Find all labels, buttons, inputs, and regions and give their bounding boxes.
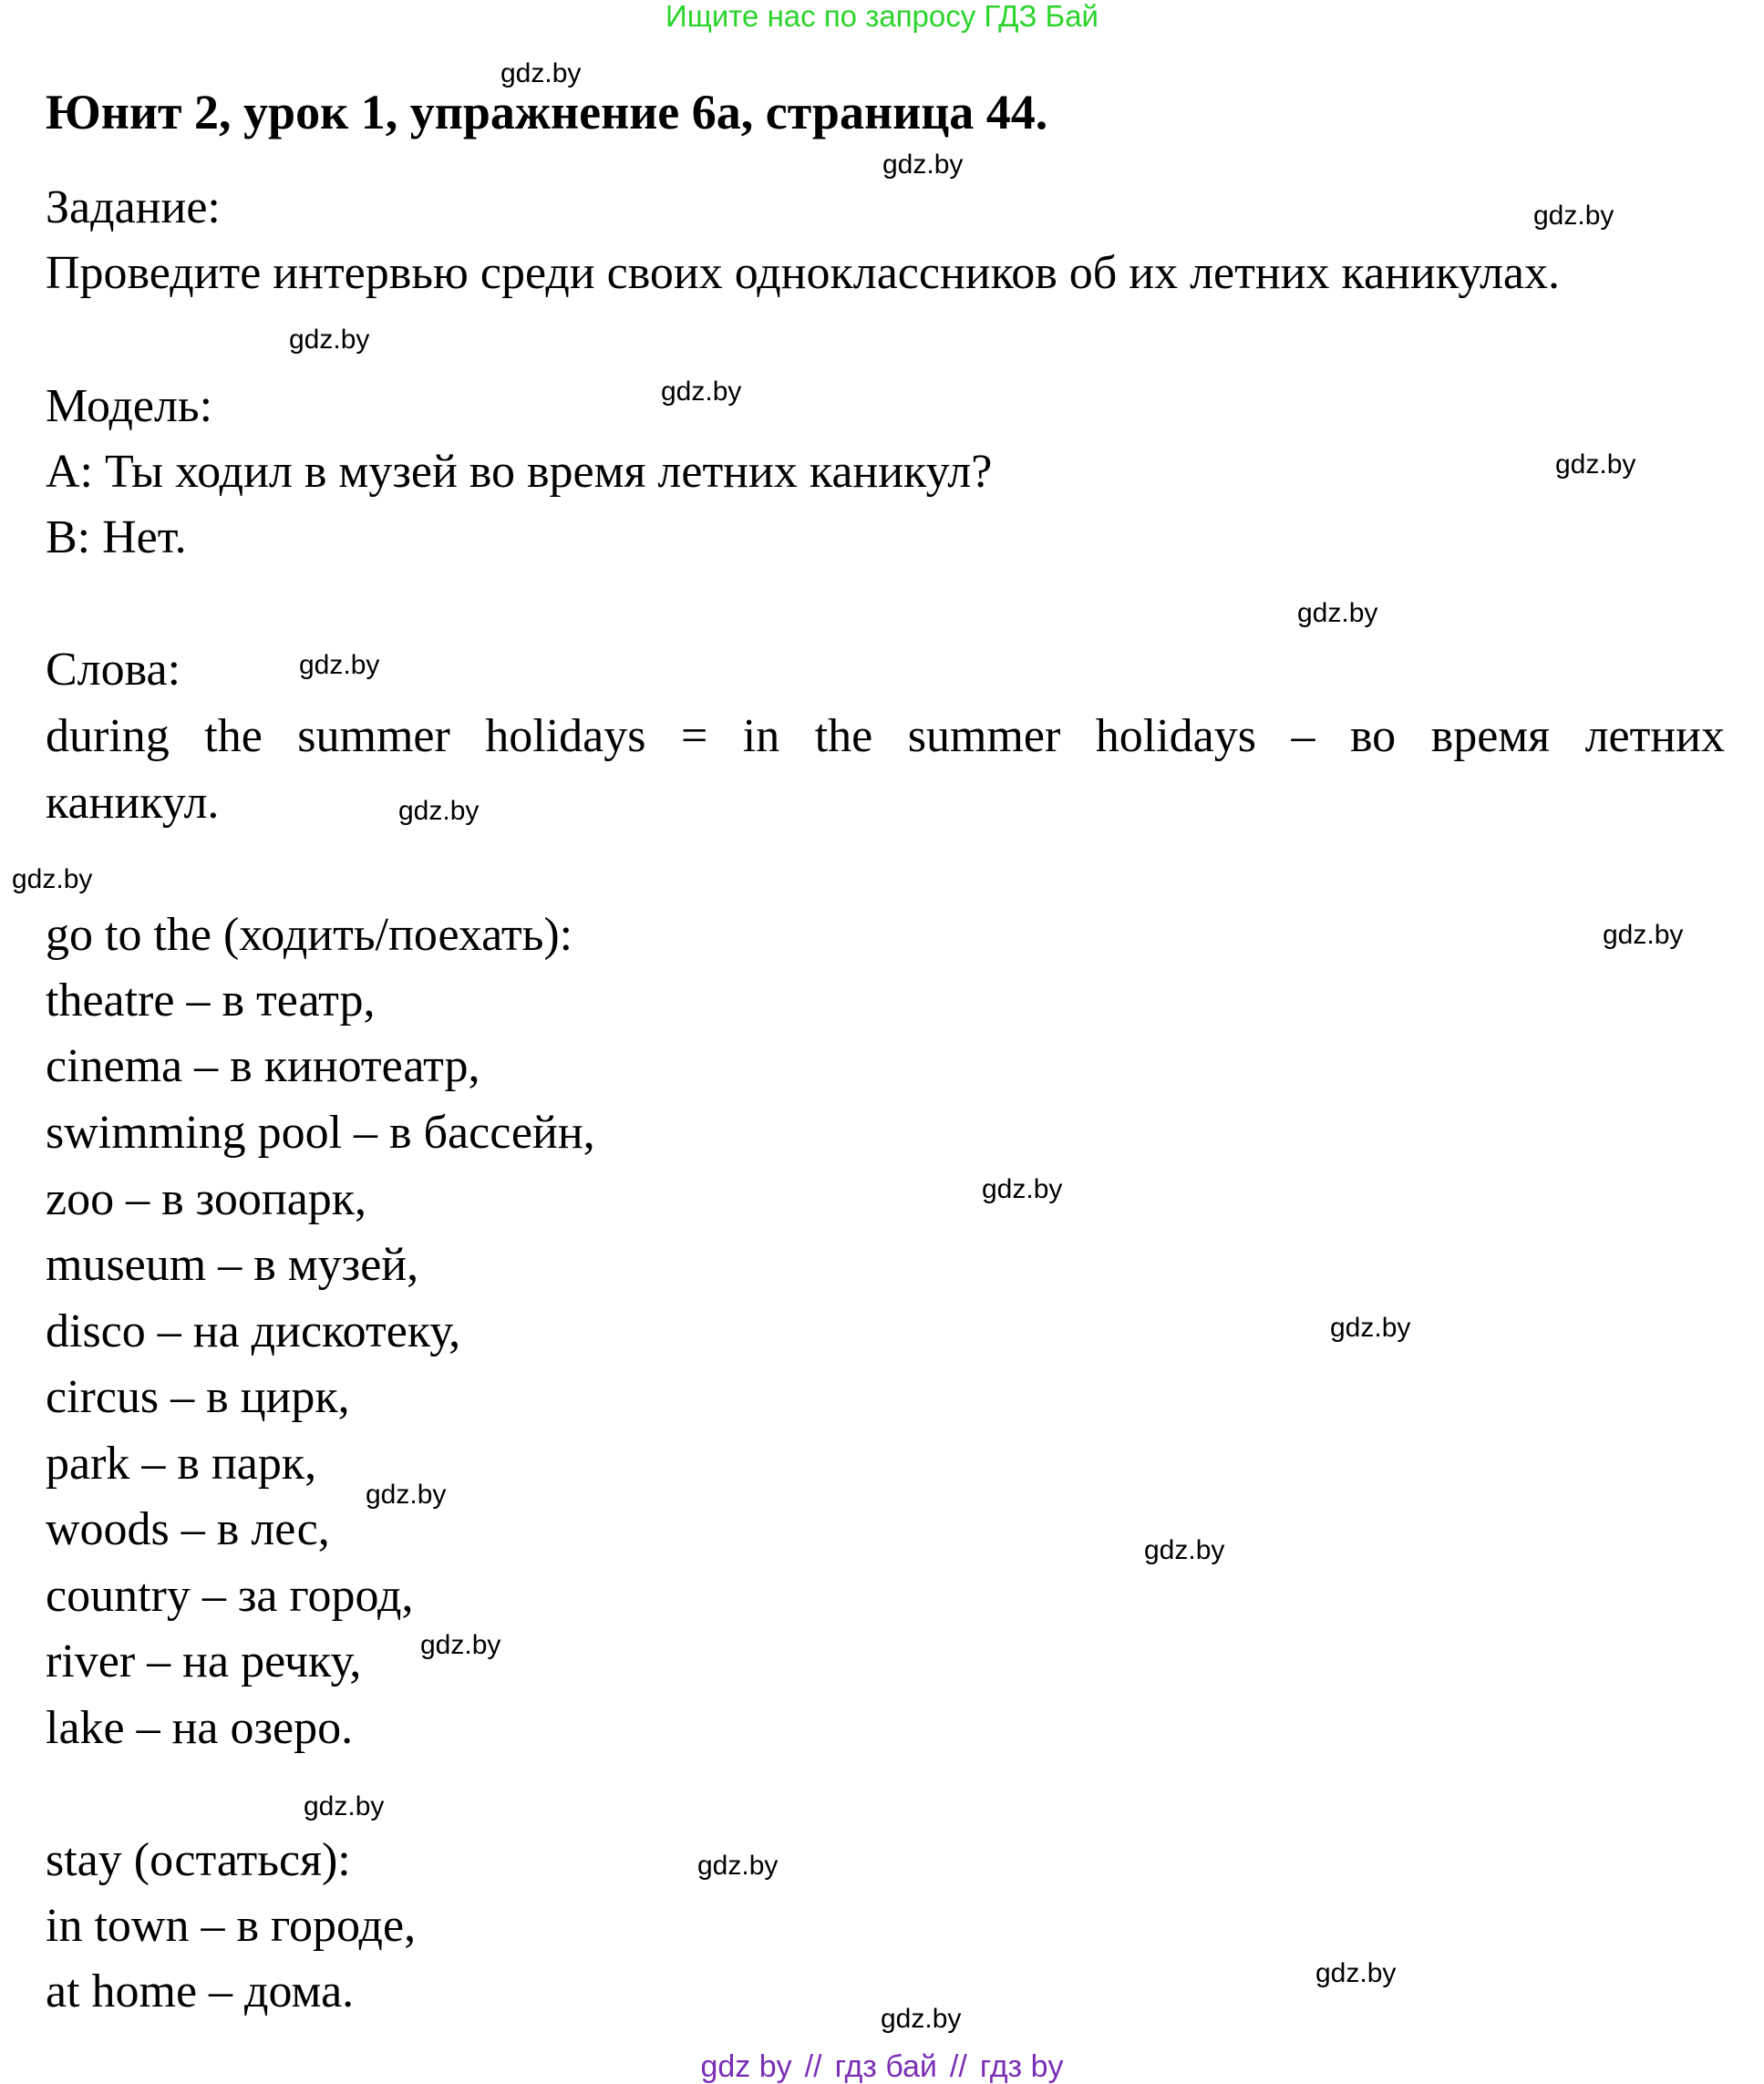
top-banner: Ищите нас по запросу ГДЗ Бай	[665, 0, 1099, 33]
watermark: gdz.by	[1533, 201, 1614, 231]
list-item: museum – в музей,	[46, 1239, 419, 1291]
page-title: Юнит 2, урок 1, упражнение 6а, страница 44.	[46, 85, 1048, 139]
watermark: gdz.by	[882, 150, 964, 180]
link-gdz-by-2[interactable]: гдз by	[979, 2049, 1064, 2084]
list-item: zoo – в зоопарк,	[46, 1173, 367, 1225]
words-line-2: каникул.	[46, 777, 220, 829]
model-line-b: B: Нет.	[46, 511, 187, 563]
model-line-a: A: Ты ходил в музей во время летних каникул?	[46, 446, 993, 498]
list-item: at home – дома.	[46, 1965, 355, 2017]
watermark: gdz.by	[12, 864, 93, 894]
model-label: Модель:	[46, 380, 213, 432]
task-text: Проведите интервью среди своих одноклассников об их летних каникулах.	[46, 247, 1560, 299]
watermark: gdz.by	[366, 1480, 447, 1510]
stay-header: stay (остаться):	[46, 1834, 351, 1886]
watermark: gdz.by	[1297, 598, 1378, 628]
list-item: theatre – в театр,	[46, 975, 376, 1027]
list-item: lake – на озеро.	[46, 1702, 354, 1754]
watermark: gdz.by	[299, 650, 380, 680]
watermark: gdz.by	[661, 377, 742, 407]
list-item: country – за город,	[46, 1570, 414, 1622]
list-item: disco – на дискотеку,	[46, 1305, 461, 1357]
watermark: gdz.by	[398, 796, 480, 826]
link-separator: //	[949, 2049, 967, 2084]
watermark: gdz.by	[420, 1630, 501, 1660]
go-to-header: go to the (ходить/поехать):	[46, 909, 573, 961]
bottom-links	[0, 2049, 1764, 2084]
words-label: Слова:	[46, 644, 181, 696]
watermark: gdz.by	[1315, 1958, 1397, 1988]
list-item: in town – в городе,	[46, 1900, 417, 1952]
watermark: gdz.by	[1555, 449, 1636, 480]
words-line-1: during the summer holidays = in the summer holidays – во время летних	[46, 710, 1725, 762]
list-item: river – на речку,	[46, 1635, 362, 1687]
watermark: gdz.by	[881, 2004, 962, 2034]
list-item: circus – в цирк,	[46, 1371, 350, 1423]
list-item: woods – в лес,	[46, 1503, 330, 1555]
list-item: swimming pool – в бассейн,	[46, 1107, 595, 1159]
watermark: gdz.by	[500, 58, 582, 88]
link-separator: //	[804, 2049, 822, 2084]
task-label: Задание:	[46, 181, 221, 233]
watermark: gdz.by	[1330, 1313, 1411, 1343]
list-item: cinema – в кинотеатр,	[46, 1040, 480, 1092]
watermark: gdz.by	[697, 1851, 779, 1881]
watermark: gdz.by	[982, 1174, 1063, 1204]
list-item: park – в парк,	[46, 1438, 317, 1490]
watermark: gdz.by	[304, 1791, 385, 1821]
watermark: gdz.by	[289, 325, 370, 355]
link-gdz-by[interactable]: gdz by	[700, 2049, 792, 2084]
watermark: gdz.by	[1603, 920, 1684, 950]
link-gdz-bai[interactable]: гдз бай	[834, 2049, 937, 2084]
watermark: gdz.by	[1144, 1535, 1225, 1565]
